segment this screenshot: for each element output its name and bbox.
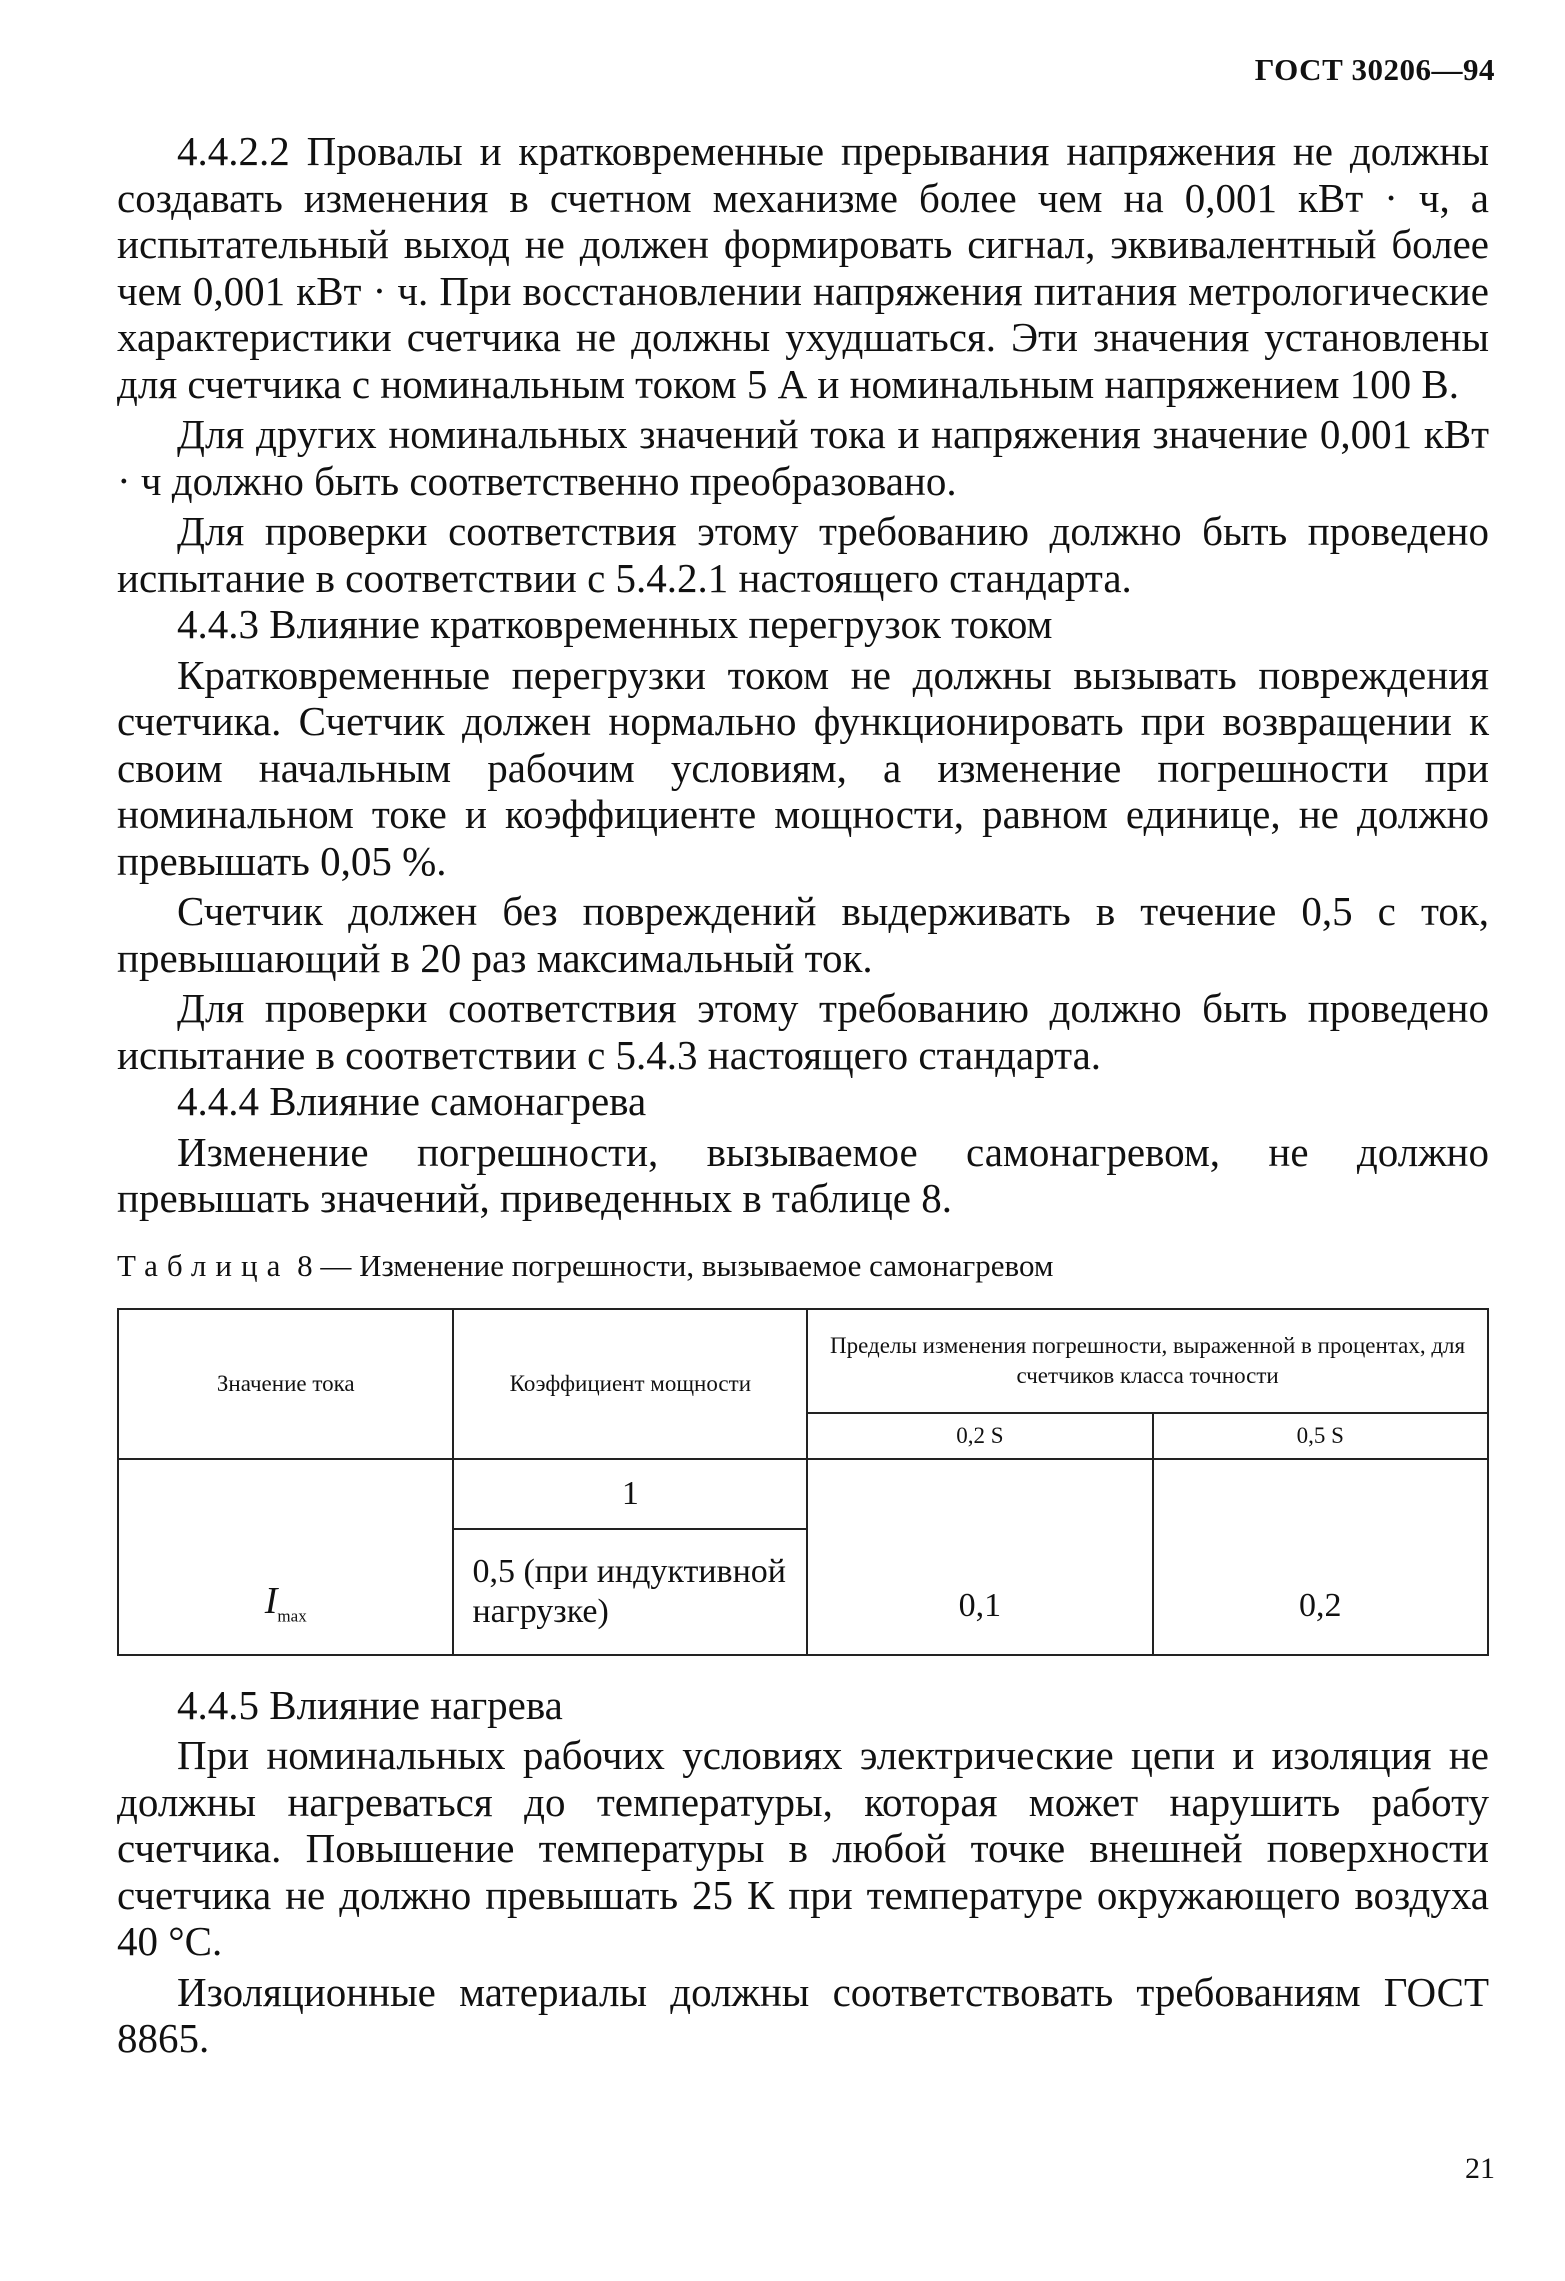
header-power-factor: Коэффициент мощности — [453, 1309, 807, 1459]
header-class-0-2s: 0,2 S — [807, 1413, 1152, 1459]
paragraph-other-values: Для других номинальных значений тока и напряжения значение 0,001 кВт · ч должно быть соответственно преобразовано. — [117, 411, 1489, 504]
section-heading-4-4-3: 4.4.3 Влияние кратковременных перегрузок током — [177, 601, 1053, 647]
paragraph-overload: Кратковременные перегрузки током не должны вызывать повреждения счетчика. Счетчик должен нормально функционировать при возвращении к своим начальным рабочим условиям, а изменение погрешности при номинальном токе и коэффициенте мощности, равном единице, не должно превышать 0,05 %. — [117, 651, 1489, 884]
paragraph-self-heating: Изменение погрешности, вызываемое самонагревом, не должно превышать значений, приведенных в таблице 8. — [117, 1128, 1489, 1221]
table-caption-text: 8 — Изменение погрешности, вызываемое самонагревом — [297, 1247, 1054, 1283]
document-body — [117, 128, 1489, 2062]
header-current: Значение тока — [118, 1309, 453, 1459]
cell-value-0-5s: 0,2 — [1153, 1459, 1488, 1655]
header-error-limits: Пределы изменения погрешности, выраженной в процентах, для счетчиков класса точности — [807, 1309, 1488, 1413]
paragraph-check-5-4-3: Для проверки соответствия этому требованию должно быть проведено испытание в соответствии с 5.4.3 настоящего стандарта. — [117, 985, 1489, 1078]
imax-symbol: I — [264, 1579, 278, 1622]
cell-current-imax — [118, 1459, 453, 1655]
table-caption-label: Таблица — [117, 1247, 290, 1283]
paragraph-insulation: Изоляционные материалы должны соответствовать требованиям ГОСТ 8865. — [117, 1968, 1489, 2061]
table-caption — [117, 1246, 1489, 1286]
imax-subscript: max — [277, 1606, 307, 1626]
page-number: 21 — [1465, 2152, 1495, 2185]
document-code: ГОСТ 30206—94 — [1254, 52, 1495, 87]
section-heading-4-4-4: 4.4.4 Влияние самонагрева — [177, 1078, 647, 1124]
paragraph-4-4-2-2: 4.4.2.2 Провалы и кратковременные прерывания напряжения не должны создавать изменения в счетном механизме более чем на 0,001 кВт · ч, а испытательный выход не должен формировать сигнал, эквивалентный более чем 0,001 кВт · ч. При восстановлении напряжения питания метрологические характеристики счетчика не должны ухудшаться. Эти значения установлены для счетчика с номинальным током 5 А и номинальным напряжением 100 В. — [117, 128, 1489, 407]
section-heading-4-4-5: 4.4.5 Влияние нагрева — [177, 1681, 563, 1728]
header-class-0-5s: 0,5 S — [1153, 1413, 1488, 1459]
paragraph-check-5-4-2-1: Для проверки соответствия этому требованию должно быть проведено испытание в соответствии с 5.4.2.1 настоящего стандарта. — [117, 508, 1489, 601]
section-after-table — [117, 1682, 1489, 2062]
table-8 — [117, 1308, 1489, 1656]
paragraph-heating: При номинальных рабочих условиях электрические цепи и изоляция не должны нагреваться до температуры, которая может нарушить работу счетчика. Повышение температуры в любой точке внешней поверхности счетчика не должно превышать 25 К при температуре окружающего воздуха 40 °С. — [117, 1732, 1489, 1964]
cell-pf-1: 1 — [453, 1459, 807, 1529]
paragraph-withstand: Счетчик должен без повреждений выдерживать в течение 0,5 с ток, превышающий в 20 раз максимальный ток. — [117, 888, 1489, 981]
cell-value-0-2s: 0,1 — [807, 1459, 1152, 1655]
cell-pf-0-5: 0,5 (при индуктивной нагрузке) — [453, 1529, 807, 1655]
